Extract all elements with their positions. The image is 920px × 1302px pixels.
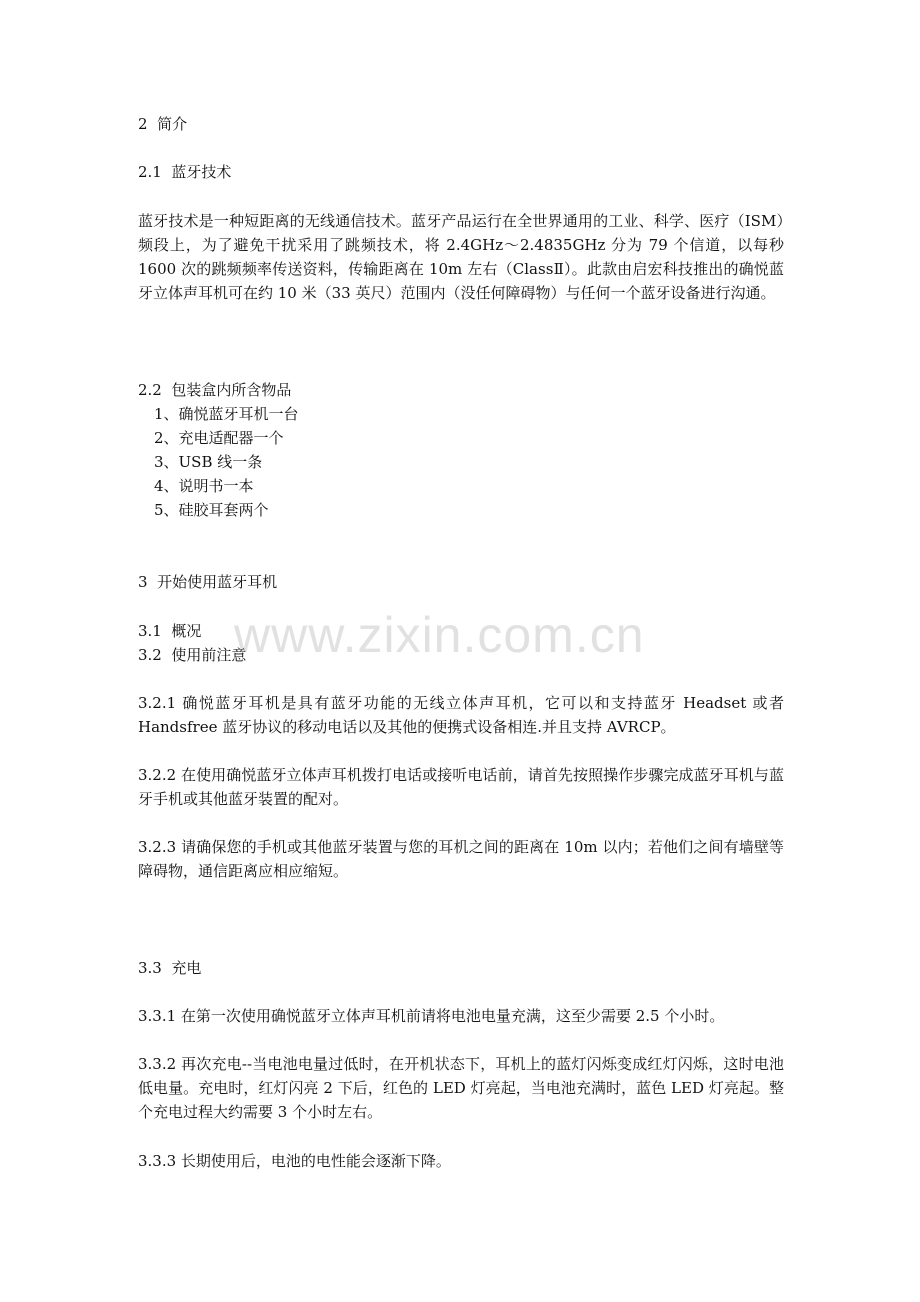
paragraph-3-2-3: 3.2.3 请确保您的手机或其他蓝牙装置与您的耳机之间的距离在 10m 以内；若他们之间有墙壁等障碍物，通信距离应相应缩短。 [138, 838, 784, 880]
paragraph-3-3-3: 3.3.3 长期使用后，电池的电性能会逐渐下降。 [138, 1152, 451, 1170]
paragraph-3-3-2: 3.3.2 再次充电--当电池电量过低时，在开机状态下，耳机上的蓝灯闪烁变成红灯闪烁，这时电池低电量。充电时，红灯闪亮 2 下后，红色的 LED 灯亮起，当电池充满时，蓝色 LED 灯亮起。整个充电过程大约需要 3 个小时左右。 [138, 1055, 784, 1121]
section-heading-3-3: 3.3 充电 [138, 959, 202, 977]
section-heading-2-2: 2.2 包装盒内所含物品 [138, 381, 292, 399]
paragraph-3-3-1: 3.3.1 在第一次使用确悦蓝牙立体声耳机前请将电池电量充满，这至少需要 2.5 个小时。 [138, 1007, 725, 1025]
package-item-4: 4、说明书一本 [154, 477, 254, 495]
package-item-3: 3、USB 线一条 [154, 453, 263, 471]
watermark: www.zixin.com.cn [234, 607, 645, 663]
section-heading-3-1: 3.1 概况 [138, 622, 202, 640]
package-item-1: 1、确悦蓝牙耳机一台 [154, 405, 299, 423]
package-item-5: 5、硅胶耳套两个 [154, 501, 269, 519]
section-heading-3-2: 3.2 使用前注意 [138, 646, 247, 664]
section-heading-2-1: 2.1 蓝牙技术 [138, 163, 232, 181]
paragraph-3-2-2: 3.2.2 在使用确悦蓝牙立体声耳机拨打电话或接听电话前，请首先按照操作步骤完成蓝牙耳机与蓝牙手机或其他蓝牙装置的配对。 [138, 766, 784, 808]
package-item-2: 2、充电适配器一个 [154, 429, 284, 447]
section-heading-2: 2 简介 [138, 115, 188, 133]
paragraph-bluetooth-tech: 蓝牙技术是一种短距离的无线通信技术。蓝牙产品运行在全世界通用的工业、科学、医疗（ISM）频段上，为了避免干扰采用了跳频技术，将 2.4GHz～2.4835GHz 分为 79 个信道，以每秒 1600 次的跳频频率传送资料，传输距离在 10m 左右（ClassⅡ）。此款由启宏科技推出的确悦蓝牙立体声耳机可在约 10 米（33 英尺）范围内（没任何障碍物）与任何一个蓝牙设备进行沟通。 [138, 212, 784, 302]
paragraph-3-2-1: 3.2.1 确悦蓝牙耳机是具有蓝牙功能的无线立体声耳机，它可以和支持蓝牙 Headset 或者 Handsfree 蓝牙协议的移动电话以及其他的便携式设备相连.并且支持 AVRCP。 [138, 694, 784, 736]
section-heading-3: 3 开始使用蓝牙耳机 [138, 573, 278, 591]
